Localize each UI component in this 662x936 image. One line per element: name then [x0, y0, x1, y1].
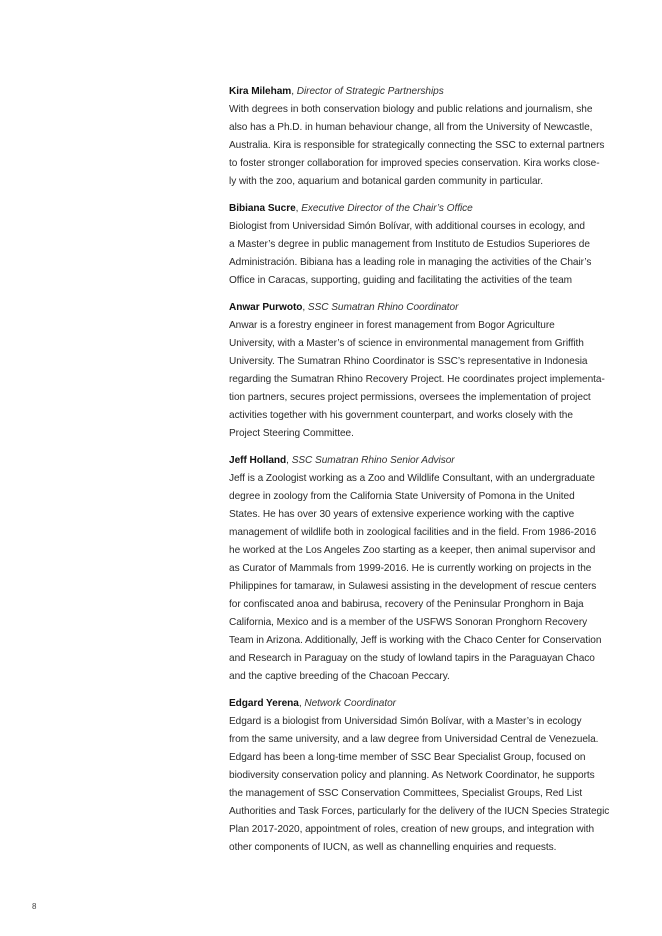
bio-line: and Research in Paraguay on the study of lowland tapirs in the Paraguayan Chaco: [229, 653, 595, 664]
bio-line: Administración. Bibiana has a leading role in managing the activities of the Chair’s: [229, 257, 592, 268]
bio-line: Anwar is a forestry engineer in forest management from Bogor Agriculture: [229, 320, 555, 331]
bio-line: regarding the Sumatran Rhino Recovery Project. He coordinates project implementa-: [229, 374, 605, 385]
separator: ,: [298, 698, 305, 709]
separator: ,: [295, 203, 302, 214]
bio-heading: [229, 695, 624, 713]
staff-bios: [229, 83, 624, 866]
bio-line: Project Steering Committee.: [229, 428, 354, 439]
person-title: Executive Director of the Chair’s Office: [301, 203, 473, 214]
person-name: Anwar Purwoto: [229, 302, 303, 313]
person-title: Director of Strategic Partnerships: [296, 86, 444, 97]
bio-line: other components of IUCN, as well as channelling enquiries and requests.: [229, 842, 557, 853]
bio-line: and the captive breeding of the Chacoan Peccary.: [229, 671, 450, 682]
bio-line: he worked at the Los Angeles Zoo starting as a keeper, then animal supervisor and: [229, 545, 596, 556]
bio-line: Edgard is a biologist from Universidad Simón Bolívar, with a Master’s in ecology: [229, 716, 582, 727]
page-number: 8: [32, 902, 37, 911]
bio-entry-jeff-holland: [229, 452, 624, 686]
bio-line: as Curator of Mammals from 1999-2016. He is currently working on projects in the: [229, 563, 592, 574]
bio-line: States. He has over 30 years of extensive experience working with the captive: [229, 509, 575, 520]
person-name: Jeff Holland: [229, 455, 287, 466]
bio-line: Jeff is a Zoologist working as a Zoo and Wildlife Consultant, with an undergraduate: [229, 473, 595, 484]
bio-line: a Master’s degree in public management from Instituto de Estudios Superiores de: [229, 239, 590, 250]
bio-entry-anwar-purwoto: [229, 299, 624, 443]
bio-line: Team in Arizona. Additionally, Jeff is working with the Chaco Center for Conservation: [229, 635, 602, 646]
bio-line: degree in zoology from the California State University of Pomona in the United: [229, 491, 575, 502]
bio-line: Authorities and Task Forces, particularly for the delivery of the IUCN Species Strategic: [229, 806, 610, 817]
bio-entry-bibiana-sucre: [229, 200, 624, 290]
person-name: Kira Mileham: [229, 86, 292, 97]
bio-heading: [229, 83, 624, 101]
person-title: Network Coordinator: [304, 698, 396, 709]
bio-line: With degrees in both conservation biology and public relations and journalism, she: [229, 104, 593, 115]
bio-heading: [229, 200, 624, 218]
separator: ,: [302, 302, 308, 313]
bio-line: to foster stronger collaboration for improved species conservation. Kira works close-: [229, 158, 600, 169]
bio-line: Biologist from Universidad Simón Bolívar, with additional courses in ecology, and: [229, 221, 585, 232]
bio-line: management of wildlife both in zoological facilities and in the field. From 1986-2016: [229, 527, 597, 538]
bio-line: activities together with his government counterpart, and works closely with the: [229, 410, 573, 421]
bio-line: biodiversity conservation policy and planning. As Network Coordinator, he supports: [229, 770, 595, 781]
person-title: SSC Sumatran Rhino Coordinator: [307, 302, 459, 313]
bio-line: California, Mexico and is a member of the USFWS Sonoran Pronghorn Recovery: [229, 617, 588, 628]
separator: ,: [291, 86, 297, 97]
person-name: Bibiana Sucre: [229, 203, 296, 214]
bio-heading: [229, 452, 624, 470]
bio-line: the management of SSC Conservation Committees, Specialist Groups, Red List: [229, 788, 583, 799]
bio-line: Office in Caracas, supporting, guiding and facilitating the activities of the team: [229, 275, 573, 286]
bio-line: Australia. Kira is responsible for strategically connecting the SSC to external partners: [229, 140, 605, 151]
bio-line: Edgard has been a long-time member of SSC Bear Specialist Group, focused on: [229, 752, 586, 763]
bio-line: Plan 2017-2020, appointment of roles, creation of new groups, and integration with: [229, 824, 595, 835]
bio-heading: [229, 299, 624, 317]
bio-line: tion partners, secures project permissions, oversees the implementation of project: [229, 392, 591, 403]
bio-line: ly with the zoo, aquarium and botanical garden community in particular.: [229, 176, 544, 187]
bio-line: Philippines for tamaraw, in Sulawesi assisting in the development of rescue centers: [229, 581, 597, 592]
bio-line: from the same university, and a law degree from Universidad Central de Venezuela.: [229, 734, 599, 745]
person-name: Edgard Yerena: [229, 698, 299, 709]
bio-line: also has a Ph.D. in human behaviour change, all from the University of Newcastle,: [229, 122, 593, 133]
bio-line: University. The Sumatran Rhino Coordinator is SSC’s representative in Indonesia: [229, 356, 588, 367]
bio-entry-kira-mileham: [229, 83, 624, 191]
person-title: SSC Sumatran Rhino Senior Advisor: [291, 455, 455, 466]
bio-line: University, with a Master’s of science in environmental management from Griffith: [229, 338, 584, 349]
bio-line: for confiscated anoa and babirusa, recovery of the Peninsular Pronghorn in Baja: [229, 599, 584, 610]
separator: ,: [286, 455, 292, 466]
bio-entry-edgard-yerena: [229, 695, 624, 857]
